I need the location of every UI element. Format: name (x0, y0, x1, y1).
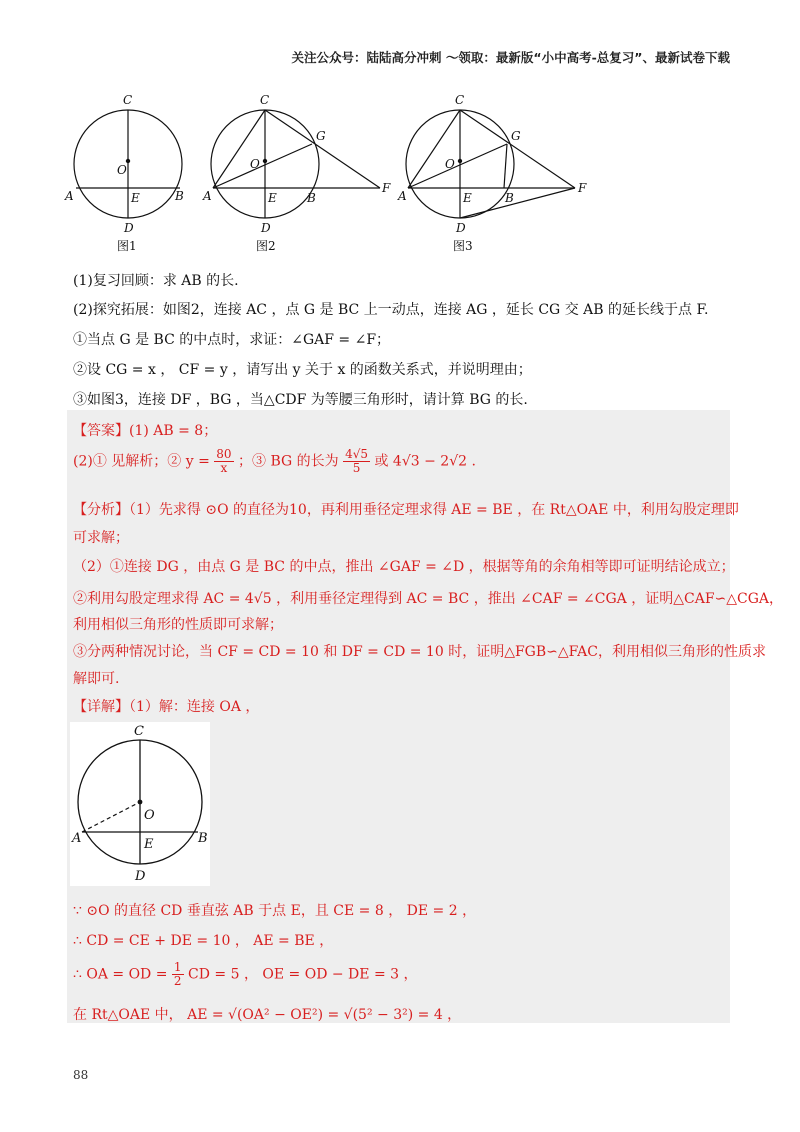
question-1: (1)复习回顾：求 AB 的长. (73, 273, 239, 289)
answer-fraction-y (214, 448, 233, 475)
figures-row (60, 88, 620, 258)
analysis-line-7: 解即可. (73, 671, 120, 687)
question-2: (2)探究拓展：如图2，连接 AC ，点 G 是 BC 上一动点，连接 AG ，延长 CG 交 AB 的延长线于点 F. (73, 302, 709, 318)
answer-part-b: ；③ BG 的长为 (238, 453, 339, 470)
fig1-label-b: B (175, 189, 184, 203)
fig3-label-a: A (398, 189, 407, 203)
fig4-label-a: A (72, 831, 82, 846)
figure-4-diagram (70, 722, 210, 886)
detail-line-1: 【详解】（1）解：连接 OA ， (73, 699, 260, 715)
analysis-line-6: ③分两种情况讨论，当 CF = CD = 10 和 DF = CD = 10 时，证明△FGB∽△FAC，利用相似三角形的性质求 (73, 644, 766, 660)
fig1-caption: 图1 (117, 239, 137, 253)
fig3-label-c: C (455, 93, 465, 107)
figure-4 (70, 722, 210, 886)
answer-part-c: 或 4√3 − 2√2 . (374, 453, 476, 470)
fig4-label-o: O (144, 808, 155, 823)
analysis-line-1: 【分析】（1）先求得 ⊙O 的直径为10，再利用垂径定理求得 AE = BE ，在 Rt△OAE 中，利用勾股定理即 (73, 502, 739, 518)
fig4-label-e: E (144, 837, 154, 852)
page-number: 88 (73, 1068, 89, 1082)
detail-fraction-half (172, 961, 184, 988)
fig2-label-c: C (260, 93, 270, 107)
analysis-line-5: 利用相似三角形的性质即可求解； (73, 617, 283, 633)
question-2-1: ①当点 G 是 BC 的中点时，求证：∠GAF = ∠F； (73, 332, 391, 348)
fig2-caption: 图2 (256, 239, 276, 253)
question-2-2: ②设 CG = x ， CF = y ，请写出 y 关于 x 的函数关系式，并说明理由； (73, 362, 532, 378)
detail-line-3: ∴ CD = CE + DE = 10 ， AE = BE ， (73, 933, 334, 949)
fig2-label-b: B (307, 191, 316, 205)
answer-fraction-bg (343, 448, 370, 475)
figure-diagrams (60, 88, 620, 258)
answer-frac2-den: 5 (352, 461, 361, 475)
fig1-label-a: A (65, 189, 74, 203)
detail-l4-part-b: CD = 5 ， OE = OD − DE = 3 ， (188, 966, 418, 983)
fig1-label-d: D (124, 221, 134, 235)
detail-line-4 (73, 961, 417, 988)
fig3-label-e: E (463, 191, 472, 205)
fig4-label-d: D (135, 869, 146, 884)
fig1-label-c: C (123, 93, 133, 107)
fig3-label-f: F (578, 181, 587, 195)
analysis-line-4: ②利用勾股定理求得 AC = 4√5 ，利用垂径定理得到 AC = BC ，推出 ∠CAF = ∠CGA ，证明△CAF∽△CGA， (73, 591, 784, 607)
fig3-label-g: G (511, 129, 521, 143)
answer-line-1: 【答案】(1) AB = 8； (73, 423, 218, 439)
answer-frac-num: 80 (216, 447, 232, 461)
figure-1 (64, 93, 184, 253)
answer-part-a: (2)① 见解析；② y = (73, 453, 210, 470)
page-header: 关注公众号：陆陆高分冲刺 ～领取：最新版“小中高考-总复习”、最新试卷下载 (291, 50, 730, 65)
fig2-label-a: A (203, 189, 212, 203)
figure-2 (202, 93, 391, 253)
detail-line-2: ∵ ⊙O 的直径 CD 垂直弦 AB 于点 E，且 CE = 8 ， DE = 2 ， (73, 903, 477, 919)
detail-line-5: 在 Rt△OAE 中， AE = √(OA² − OE²) = √(5² − 3²) = 4 ， (73, 1007, 462, 1023)
fig3-label-d: D (456, 221, 466, 235)
answer-frac2-num: 4√5 (345, 447, 369, 461)
fig2-label-g: G (316, 129, 326, 143)
fig1-label-o: O (117, 163, 127, 177)
fig3-label-o: O (445, 157, 455, 171)
fig4-label-c: C (134, 724, 144, 739)
fig2-label-e: E (268, 191, 277, 205)
fig4-label-b: B (198, 831, 208, 846)
answer-frac-den: x (220, 461, 228, 475)
fig3-label-b: B (505, 191, 514, 205)
detail-l4-part-a: ∴ OA = OD = (73, 966, 168, 983)
detail-frac-den: 2 (173, 974, 182, 988)
analysis-line-2: 可求解； (73, 530, 129, 546)
fig3-caption: 图3 (453, 239, 473, 253)
figure-3 (397, 93, 587, 253)
fig2-label-o: O (250, 157, 260, 171)
fig1-label-e: E (131, 191, 140, 205)
fig2-label-d: D (261, 221, 271, 235)
question-2-3: ③如图3，连接 DF ，BG ，当△CDF 为等腰三角形时，请计算 BG 的长. (73, 392, 528, 408)
fig2-label-f: F (382, 181, 391, 195)
analysis-line-3: （2）①连接 DG ，由点 G 是 BC 的中点，推出 ∠GAF = ∠D ，根据等角的余角相等即可证明结论成立； (73, 559, 735, 575)
answer-line-2 (73, 448, 476, 475)
detail-frac-num: 1 (173, 960, 182, 974)
